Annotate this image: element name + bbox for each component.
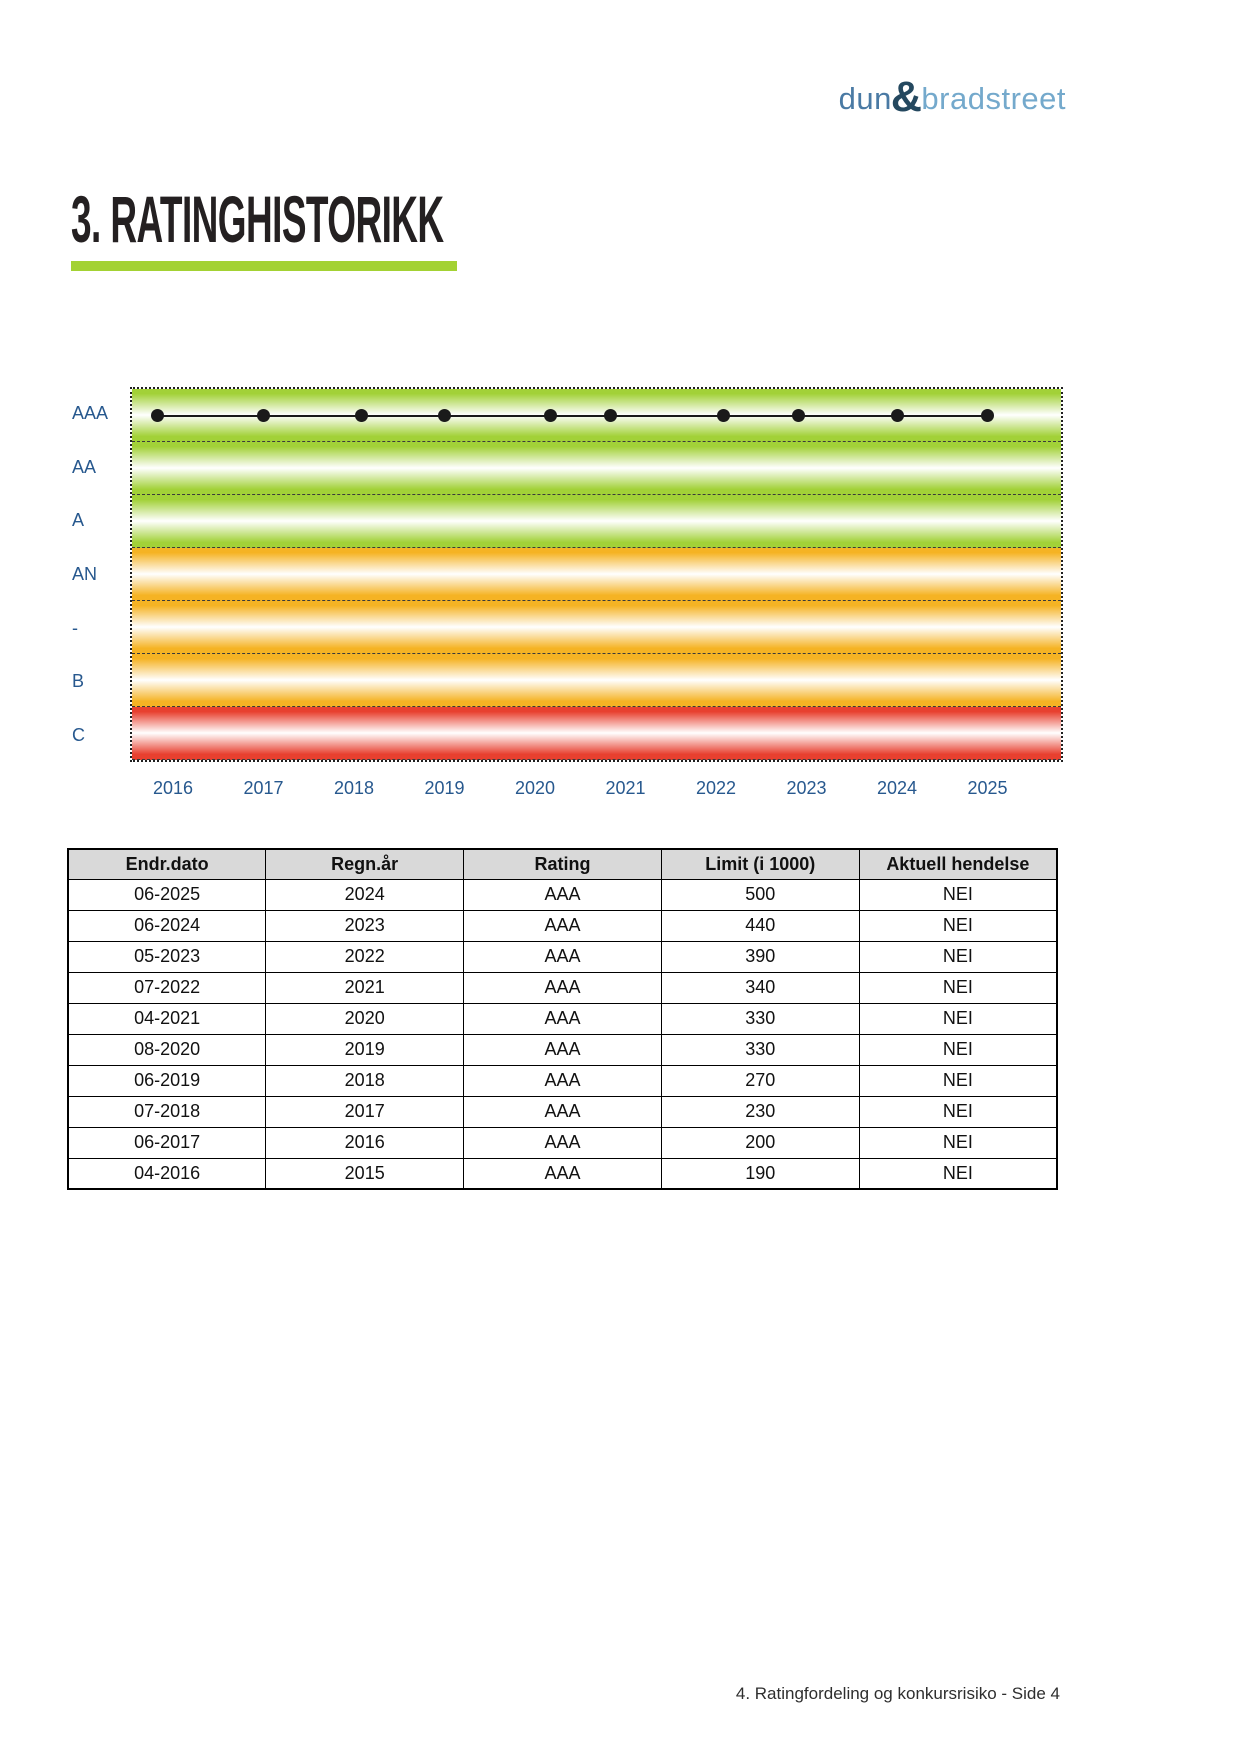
table-cell: 200 — [661, 1127, 859, 1158]
rating-band-- — [132, 601, 1061, 654]
table-row — [68, 879, 1057, 910]
table-row — [68, 1158, 1057, 1189]
column-header: Limit (i 1000) — [661, 849, 859, 879]
table-cell: NEI — [859, 972, 1057, 1003]
rating-band-A — [132, 495, 1061, 548]
table-row — [68, 1065, 1057, 1096]
table-cell: 2023 — [266, 910, 464, 941]
table-cell: 2019 — [266, 1034, 464, 1065]
table-cell: NEI — [859, 1065, 1057, 1096]
chart-x-axis — [130, 776, 1063, 802]
table-cell: 440 — [661, 910, 859, 941]
table-cell: NEI — [859, 1096, 1057, 1127]
y-axis-label: B — [72, 671, 85, 692]
table-cell: AAA — [464, 1034, 662, 1065]
logo-word-dun: dun — [838, 81, 892, 116]
table-cell: AAA — [464, 1003, 662, 1034]
table-cell: NEI — [859, 1158, 1057, 1189]
table-cell: 2020 — [266, 1003, 464, 1034]
table-row — [68, 1034, 1057, 1065]
rating-history-table — [67, 848, 1058, 1190]
table-cell: AAA — [464, 972, 662, 1003]
column-header: Aktuell hendelse — [859, 849, 1057, 879]
y-axis-label: A — [72, 510, 85, 531]
title-accent-bar — [71, 261, 457, 271]
table-cell: NEI — [859, 941, 1057, 972]
page-footer: 4. Ratingfordeling og konkursrisiko - Side 4 — [735, 1684, 1060, 1703]
table-cell: AAA — [464, 1065, 662, 1096]
y-axis-label: AN — [72, 563, 98, 584]
table-row — [68, 1096, 1057, 1127]
table-cell: 330 — [661, 1034, 859, 1065]
table-cell: NEI — [859, 1127, 1057, 1158]
table-cell: AAA — [464, 1127, 662, 1158]
column-header: Endr.dato — [68, 849, 266, 879]
y-axis-label: AAA — [72, 403, 109, 424]
table-cell: 2015 — [266, 1158, 464, 1189]
x-axis-label: 2017 — [243, 778, 284, 798]
table-cell: 06-2024 — [68, 910, 266, 941]
table-cell: 390 — [661, 941, 859, 972]
table-cell: 06-2019 — [68, 1065, 266, 1096]
x-axis-label: 2024 — [876, 778, 918, 798]
table-cell: 2022 — [266, 941, 464, 972]
rating-band-AA — [132, 442, 1061, 495]
table-cell: NEI — [859, 879, 1057, 910]
rating-band-AAA — [132, 389, 1061, 442]
table-cell: 2017 — [266, 1096, 464, 1127]
table-cell: 06-2025 — [68, 879, 266, 910]
x-axis-label: 2016 — [152, 778, 194, 798]
rating-band-B — [132, 654, 1061, 707]
x-axis-label: 2020 — [514, 778, 556, 798]
table-cell: 07-2022 — [68, 972, 266, 1003]
table-cell: 270 — [661, 1065, 859, 1096]
column-header: Rating — [464, 849, 662, 879]
x-axis-label: 2019 — [424, 778, 465, 798]
y-axis-label: - — [72, 617, 78, 638]
table-cell: 2021 — [266, 972, 464, 1003]
table-cell: 04-2021 — [68, 1003, 266, 1034]
table-cell: 340 — [661, 972, 859, 1003]
table-cell: 330 — [661, 1003, 859, 1034]
y-axis-label: C — [72, 724, 85, 745]
table-header-row — [68, 849, 1057, 879]
table-cell: 230 — [661, 1096, 859, 1127]
rating-band-AN — [132, 548, 1061, 601]
table-cell: NEI — [859, 910, 1057, 941]
rating-band-C — [132, 707, 1061, 760]
table-body — [68, 879, 1057, 1189]
table-cell: 2024 — [266, 879, 464, 910]
table-cell: AAA — [464, 910, 662, 941]
table-header — [68, 849, 1057, 879]
table-cell: 08-2020 — [68, 1034, 266, 1065]
table-cell: 06-2017 — [68, 1127, 266, 1158]
x-axis-label: 2021 — [605, 778, 646, 798]
x-axis-label: 2023 — [786, 778, 827, 798]
table-row — [68, 941, 1057, 972]
table-cell: AAA — [464, 879, 662, 910]
table-cell: 190 — [661, 1158, 859, 1189]
table-cell: NEI — [859, 1003, 1057, 1034]
section-title: 3. RATINGHISTORIKK — [71, 182, 444, 256]
table-row — [68, 972, 1057, 1003]
column-header: Regn.år — [266, 849, 464, 879]
chart-plot-area — [130, 387, 1063, 762]
table-cell: AAA — [464, 1096, 662, 1127]
x-axis-label: 2022 — [695, 778, 737, 798]
y-axis-label: AA — [72, 456, 97, 477]
table-cell: NEI — [859, 1034, 1057, 1065]
table-cell: 04-2016 — [68, 1158, 266, 1189]
logo-ampersand-icon: & — [890, 72, 923, 121]
x-axis-label: 2018 — [333, 778, 375, 798]
table-cell: AAA — [464, 1158, 662, 1189]
x-axis-label: 2025 — [967, 778, 1008, 798]
logo-word-bradstreet: bradstreet — [921, 81, 1066, 116]
chart-y-axis — [72, 387, 128, 762]
dun-bradstreet-logo — [826, 74, 1066, 124]
table-cell: 05-2023 — [68, 941, 266, 972]
table-cell: 07-2018 — [68, 1096, 266, 1127]
table-row — [68, 910, 1057, 941]
table-row — [68, 1127, 1057, 1158]
table-cell: AAA — [464, 941, 662, 972]
table-cell: 2018 — [266, 1065, 464, 1096]
table-row — [68, 1003, 1057, 1034]
table-cell: 500 — [661, 879, 859, 910]
table-cell: 2016 — [266, 1127, 464, 1158]
